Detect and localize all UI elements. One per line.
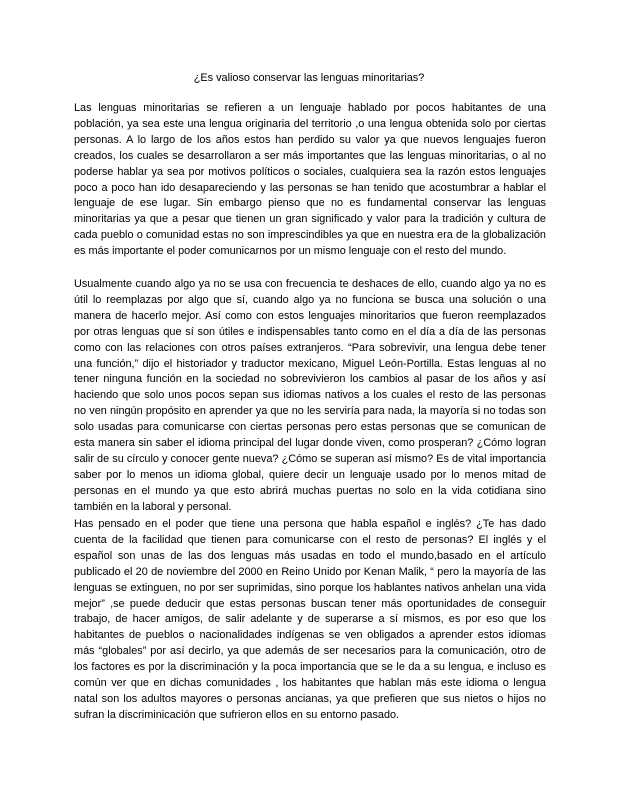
paragraph-2: Usualmente cuando algo ya no se usa con frecuencia te deshaces de ello, cuando algo ya no es útil lo reemplazas por algo que sí, cuando algo ya no funciona se busca una solución o una manera de hacerlo mejor. Así como con estos lenguajes minoritarios que fueron reemplazados por otras lenguas que sí son útiles e indispensables tanto como en el día a día de las personas como con las relaciones con otros países extranjeros. “Para sobrevivir, una lengua debe tener una función,” dijo el historiador y traductor mexicano, Miguel León-Portilla. Estas lenguas al no tener ninguna función en la sociedad no sobrevivieron los cambios al pasar de los años y así haciendo que solo unos pocos sepan sus idiomas nativos a los cuales el resto de las personas no ven ningún propósito en aprender ya que no les serviría para nada, la mayoría si no todas son solo usadas para comunicarse con ciertas personas pero estas personas que se comunican de esta manera sin saber el idioma principal del lugar donde viven, como prosperan? ¿Cómo logran salir de su círculo y conocer gente nueva? ¿Cómo se superan así mismo? Es de vital importancia saber por lo menos un idioma global, quiere decir un lenguaje usado por lo menos mitad de personas en el mundo ya que esto abrirá muchas puertas no solo en la vida cotidiana sino también en la laboral y personal.	[74, 278, 546, 513]
document-title: ¿Es valioso conservar las lenguas minoritarias?	[193, 72, 425, 84]
paragraph-1: Las lenguas minoritarias se refieren a un lenguaje hablado por pocos habitantes de una población, ya sea este una lengua originaria del territorio ,o una lengua obtenida solo por ciertas personas. A lo largo de los años estos han perdido su valor ya que nuevos lenguajes fueron creados, los cuales se desarrollaron a ser más importantes que las lenguas minoritarias, o al no poderse hablar ya sea por motivos políticos o sociales, cualquiera sea la razón estos lenguajes poco a poco han ido desapareciendo y las personas se han tenido que acostumbrar a hablar el lenguaje de ese lugar. Sin embargo pienso que no es fundamental conservar las lenguas minoritarias ya que a pesar que tienen un gran significado y valor para la tradición y cultura de cada pueblo o comunidad estas no son imprescindibles ya que en nuestra era de la globalización es más importante el poder comunicarnos por un mismo lenguaje con el resto del mundo.	[74, 102, 546, 258]
paragraph-3: Has pensado en el poder que tiene una persona que habla español e inglés? ¿Te has dado cuenta de la facilidad que tienen para comunicarse con el resto de personas? El inglés y el español son unas de las dos lenguas más usadas en todo el mundo,basado en el artículo publicado el 20 de noviembre del 2000 en Reino Unido por Kenan Malik, “ pero la mayoría de las lenguas se extinguen, no por ser suprimidas, sino porque los hablantes nativos anhelan una vida mejor” ,se puede deducir que estas personas buscan tener más oportunidades de conseguir trabajo, de hacer amigos, de salir adelante y de superarse a sí mismos, es por eso que los habitantes de pueblos o nacionalidades indígenas se ven obligados a aprender estos idiomas más “globales” por así decirlo, ya que además de ser necesarios para la comunicación, otro de los factores es por la discriminación y la poca importancia que se le da a su lengua, e incluso es común ver que en dichas comunidades , los habitantes que hablan más este idioma o lengua natal son los adultos mayores o personas ancianas, ya que prefieren que sus nietos o hijos no sufran la discriminicación que sufrieron ellos en su entorno pasado.	[74, 518, 546, 721]
